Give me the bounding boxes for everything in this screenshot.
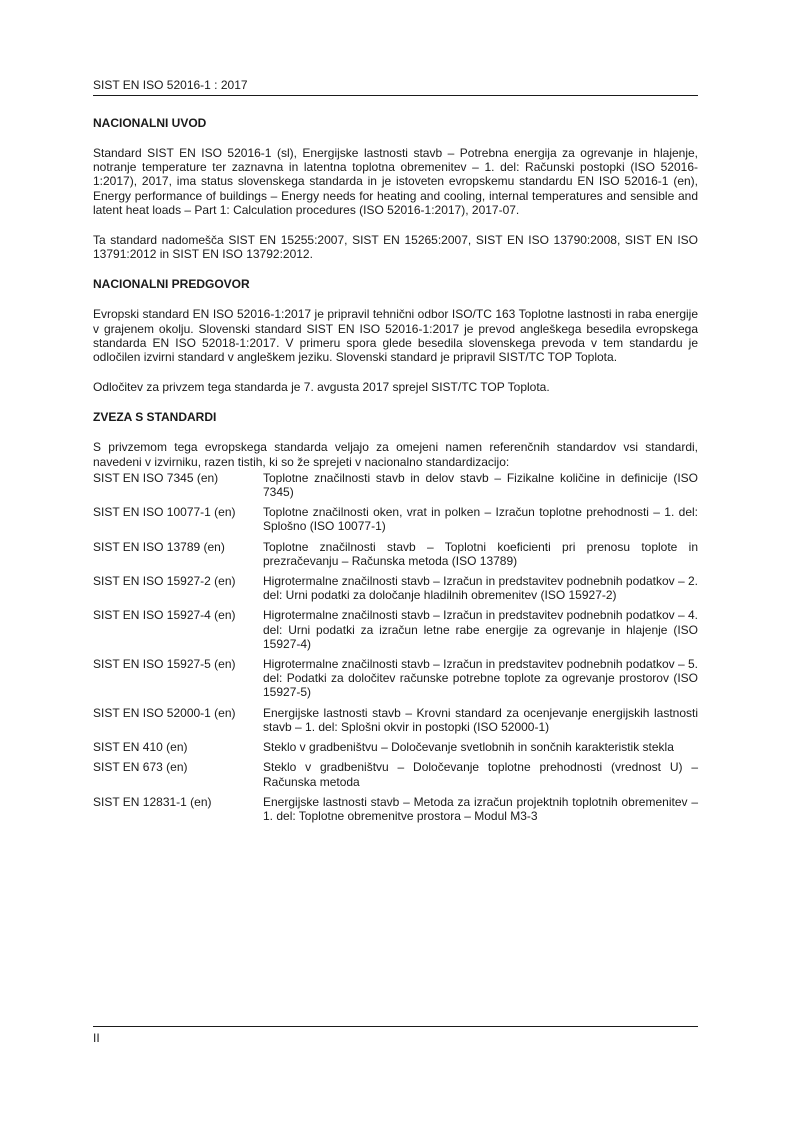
standard-title: Higrotermalne značilnosti stavb – Izračun in predstavitev podnebnih podatkov – 2. del: Urni podatki za določanje hladilnih obremenitev (ISO 15927-2) xyxy=(263,574,698,603)
standard-title: Energijske lastnosti stavb – Krovni standard za ocenjevanje energijskih lastnosti stavb – 1. del: Splošni okvir in postopki (ISO 52000-1) xyxy=(263,705,698,734)
table-row xyxy=(93,795,698,829)
section-nacionalni-predgovor xyxy=(93,277,698,394)
standard-title: Steklo v gradbeništvu – Določevanje svetlobnih in sončnih karakteristik stekla xyxy=(263,740,674,755)
standard-code: SIST EN ISO 15927-5 (en) xyxy=(93,657,236,672)
standard-title: Toplotne značilnosti oken, vrat in polken – Izračun toplotne prehodnosti – 1. del: Splošno (ISO 10077-1) xyxy=(263,505,698,534)
paragraph: Ta standard nadomešča SIST EN 15255:2007, SIST EN 15265:2007, SIST EN ISO 13790:2008, SIST EN ISO 13791:2012 in SIST EN ISO 13792:2012. xyxy=(93,233,698,262)
standard-code: SIST EN ISO 15927-4 (en) xyxy=(93,608,236,623)
standard-title: Higrotermalne značilnosti stavb – Izračun in predstavitev podnebnih podatkov – 5. del: Podatki za določitev računske potrebne toplote za ogrevanje prostorov (ISO 15927-5) xyxy=(263,657,698,700)
table-row xyxy=(93,540,698,574)
reference-standards-table xyxy=(93,471,698,829)
standard-code: SIST EN 673 (en) xyxy=(93,760,188,775)
table-row xyxy=(93,706,698,740)
document-body xyxy=(93,116,698,829)
table-row xyxy=(93,608,698,657)
standard-code: SIST EN 12831-1 (en) xyxy=(93,794,212,809)
table-row xyxy=(93,505,698,539)
footer-divider xyxy=(93,1026,698,1027)
section-zveza-s-standardi xyxy=(93,410,698,829)
page-number: II xyxy=(93,1031,100,1045)
table-row xyxy=(93,760,698,794)
section-heading: NACIONALNI PREDGOVOR xyxy=(93,277,250,292)
section-heading: NACIONALNI UVOD xyxy=(93,116,207,130)
paragraph: Evropski standard EN ISO 52016-1:2017 je pripravil tehnični odbor ISO/TC 163 Toplotne lastnosti in raba energije v grajenem okolju. Slovenski standard SIST EN ISO 52016-1:2017 je prevod angleškega besedila evropskega standarda EN ISO 52018-1:2017. V primeru spora glede besedila slovenskega prevoda v tem standardu je odločilen izvirni standard v angleškem jeziku. Slovenski standard je pripravil SIST/TC TOP Toplota. xyxy=(93,307,698,365)
standard-code: SIST EN ISO 52000-1 (en) xyxy=(93,705,236,720)
table-row xyxy=(93,657,698,706)
standard-title: Higrotermalne značilnosti stavb – Izračun in predstavitev podnebnih podatkov – 4. del: Urni podatki za izračun letne rabe energije za ogrevanje in hlajenje (ISO 15927-4) xyxy=(263,608,698,651)
paragraph: Standard SIST EN ISO 52016-1 (sl), Energijske lastnosti stavb – Potrebna energija za ogrevanje in hlajenje, notranje temperature ter zaznavna in latentna toplotna obremenitev – 1. del: Računski postopki (ISO 52016-1:2017), 2017, ima status slovenskega standarda in je istoveten evropskemu standardu EN ISO 52016-1 (en), Energy performance of buildings – Energy needs for heating and cooling, internal temperatures and sensible and latent heat loads – Part 1: Calculation procedures (ISO 52016-1:2017), 2017-07. xyxy=(93,146,698,217)
standard-code: SIST EN 410 (en) xyxy=(93,740,188,755)
paragraph: S privzemom tega evropskega standarda veljajo za omejeni namen referenčnih standardov vsi standardi, navedeni v izvirniku, razen tistih, ki so že sprejeti v nacionalno standardizacijo: xyxy=(93,440,698,469)
standard-code: SIST EN ISO 15927-2 (en) xyxy=(93,574,236,589)
standard-title: Steklo v gradbeništvu – Določevanje toplotne prehodnosti (vrednost U) – Računska metoda xyxy=(263,760,698,789)
running-header: SIST EN ISO 52016-1 : 2017 xyxy=(93,78,698,96)
standard-title: Toplotne značilnosti stavb in delov stavb – Fizikalne količine in definicije (ISO 7345) xyxy=(263,470,698,500)
table-row xyxy=(93,574,698,608)
table-row xyxy=(93,740,698,760)
standard-title: Toplotne značilnosti stavb – Toplotni koeficienti pri prenosu toplote in prezračevanju – Računska metoda (ISO 13789) xyxy=(263,539,698,568)
standard-code: SIST EN ISO 10077-1 (en) xyxy=(93,505,236,520)
section-nacionalni-uvod xyxy=(93,116,698,261)
standard-code: SIST EN ISO 13789 (en) xyxy=(93,539,225,554)
standard-code: SIST EN ISO 7345 (en) xyxy=(93,470,219,485)
standard-title: Energijske lastnosti stavb – Metoda za izračun projektnih toplotnih obremenitev – 1. del: Toplotne obremenitve prostora – Modul M3-3 xyxy=(263,794,698,823)
document-page xyxy=(93,0,698,1122)
paragraph: Odločitev za privzem tega standarda je 7. avgusta 2017 sprejel SIST/TC TOP Toplota. xyxy=(93,380,550,395)
table-row xyxy=(93,471,698,505)
section-heading: ZVEZA S STANDARDI xyxy=(93,410,217,425)
